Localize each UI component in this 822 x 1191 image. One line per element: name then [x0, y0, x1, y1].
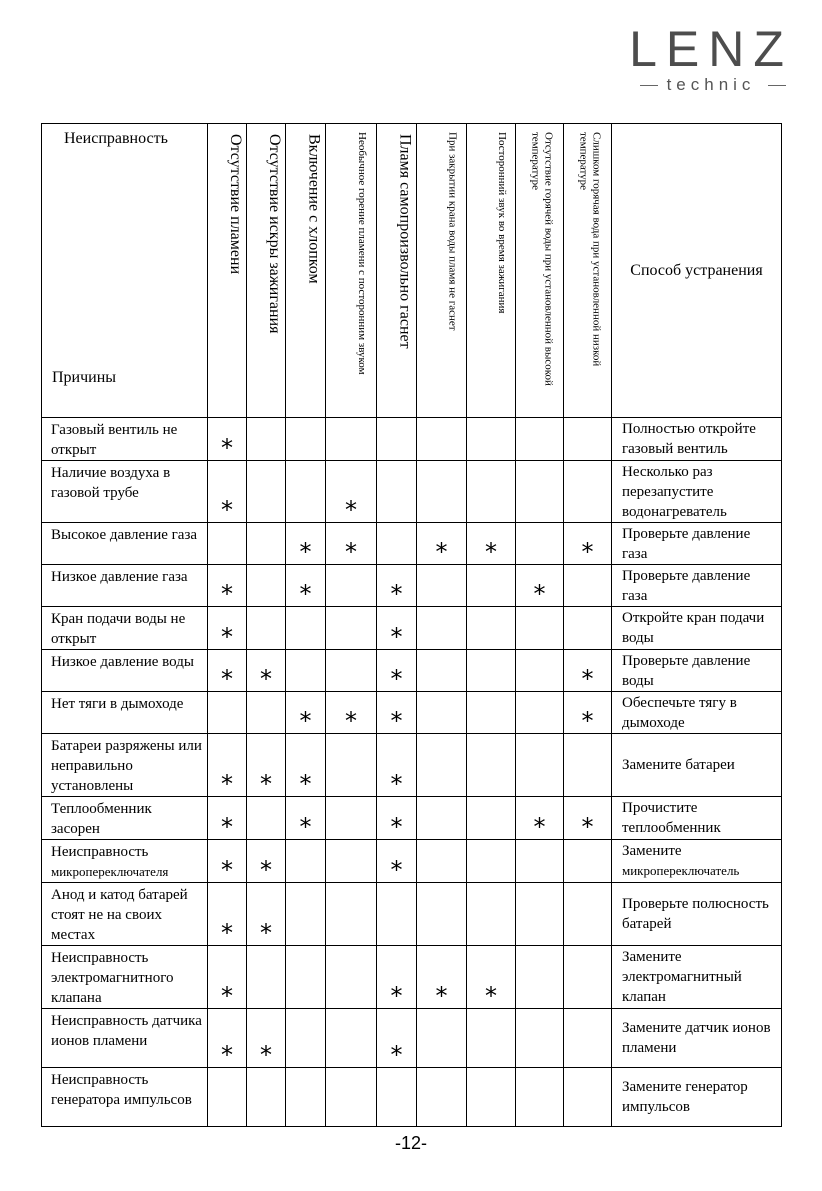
symptom-cell	[208, 650, 247, 692]
table-row	[42, 418, 782, 461]
asterisk-mark: *	[390, 707, 403, 735]
symptom-label: Слишком горячая вода при установленной низкой температуре	[577, 132, 603, 367]
asterisk-mark: *	[221, 856, 233, 884]
symptom-cell	[247, 565, 286, 607]
symptom-cell	[247, 883, 286, 946]
cause-cell: Кран подачи воды не открыт	[42, 607, 208, 650]
table-row	[42, 946, 782, 1009]
symptom-cell	[247, 523, 286, 565]
solution-text-small: микропереключатель	[622, 863, 740, 878]
symptom-label: Отсутствие горячей воды при установленной высокой температуре	[529, 132, 555, 386]
symptom-cell	[286, 1009, 326, 1068]
header-row	[42, 124, 782, 418]
symptom-cell	[417, 1068, 467, 1127]
symptom-cell	[516, 946, 564, 1009]
symptom-cell	[286, 734, 326, 797]
asterisk-mark: *	[260, 856, 272, 884]
symptom-cell	[564, 650, 612, 692]
solution-cell: Прочистите теплообменник	[612, 797, 782, 840]
asterisk-mark: *	[299, 580, 312, 608]
solution-cell: Полностью откройте газовый вентиль	[612, 418, 782, 461]
symptom-cell	[286, 565, 326, 607]
symptom-cell	[467, 840, 516, 883]
symptom-cell	[326, 840, 377, 883]
asterisk-mark: *	[581, 813, 594, 841]
symptom-cell	[286, 840, 326, 883]
symptom-cell	[286, 418, 326, 461]
symptom-cell	[247, 946, 286, 1009]
symptom-cell	[208, 607, 247, 650]
solution-cell: Проверьте давление воды	[612, 650, 782, 692]
symptom-cell	[326, 650, 377, 692]
symptom-cell	[286, 650, 326, 692]
symptom-cell	[467, 461, 516, 523]
table-row	[42, 1068, 782, 1127]
asterisk-mark: *	[221, 434, 233, 462]
symptom-cell	[377, 883, 417, 946]
symptom-cell	[326, 565, 377, 607]
solution-cell: Замените батареи	[612, 734, 782, 797]
symptom-cell	[417, 797, 467, 840]
table-row	[42, 523, 782, 565]
table-row	[42, 461, 782, 523]
symptom-cell	[286, 797, 326, 840]
asterisk-mark: *	[485, 538, 497, 566]
symptom-header	[417, 124, 467, 418]
symptom-cell	[208, 734, 247, 797]
symptom-cell	[208, 461, 247, 523]
symptom-cell	[326, 418, 377, 461]
solution-cell	[612, 840, 782, 883]
asterisk-mark: *	[533, 580, 546, 608]
symptom-cell	[377, 565, 417, 607]
cause-text-small: микропереключателя	[51, 864, 169, 879]
solution-cell: Замените генератор импульсов	[612, 1068, 782, 1127]
symptom-header	[286, 124, 326, 418]
symptom-cell	[417, 840, 467, 883]
troubleshooting-table	[41, 123, 782, 1127]
asterisk-mark: *	[345, 496, 357, 524]
symptom-cell	[247, 734, 286, 797]
table-row	[42, 565, 782, 607]
symptom-cell	[516, 840, 564, 883]
symptom-cell	[417, 883, 467, 946]
asterisk-mark: *	[533, 813, 546, 841]
symptom-cell	[247, 607, 286, 650]
symptom-label: Отсутствие искры зажигания	[266, 134, 283, 334]
symptom-cell	[564, 946, 612, 1009]
symptom-cell	[326, 461, 377, 523]
asterisk-mark: *	[221, 919, 233, 947]
symptom-cell	[286, 461, 326, 523]
table-row	[42, 883, 782, 946]
symptom-cell	[467, 565, 516, 607]
asterisk-mark: *	[581, 707, 594, 735]
symptom-cell	[208, 797, 247, 840]
cause-cell: Неисправность генератора импульсов	[42, 1068, 208, 1127]
symptom-cell	[516, 734, 564, 797]
symptom-cell	[247, 1009, 286, 1068]
symptom-cell	[208, 1068, 247, 1127]
symptom-cell	[417, 946, 467, 1009]
brand-logo	[628, 21, 794, 95]
symptom-cell	[516, 418, 564, 461]
solution-cell: Несколько раз перезапустите водонагреватель	[612, 461, 782, 523]
symptom-cell	[564, 607, 612, 650]
symptom-cell	[208, 946, 247, 1009]
symptom-cell	[286, 607, 326, 650]
asterisk-mark: *	[221, 1041, 233, 1069]
symptom-cell	[564, 461, 612, 523]
symptom-cell	[326, 797, 377, 840]
symptom-cell	[417, 607, 467, 650]
symptom-cell	[417, 418, 467, 461]
cause-cell	[42, 840, 208, 883]
header-corner-cell	[42, 124, 208, 418]
symptom-cell	[417, 1009, 467, 1068]
symptom-cell	[564, 1068, 612, 1127]
symptom-cell	[326, 692, 377, 734]
symptom-cell	[516, 523, 564, 565]
cause-cell: Высокое давление газа	[42, 523, 208, 565]
asterisk-mark: *	[299, 538, 312, 566]
symptom-cell	[326, 1009, 377, 1068]
asterisk-mark: *	[390, 982, 403, 1010]
asterisk-mark: *	[485, 982, 497, 1010]
asterisk-mark: *	[299, 770, 312, 798]
symptom-header	[467, 124, 516, 418]
cause-text: Неисправность	[51, 844, 149, 860]
symptom-cell	[516, 797, 564, 840]
symptom-cell	[467, 418, 516, 461]
asterisk-mark: *	[390, 770, 403, 798]
symptom-cell	[377, 1068, 417, 1127]
asterisk-mark: *	[260, 919, 272, 947]
symptom-cell	[286, 883, 326, 946]
asterisk-mark: *	[221, 665, 233, 693]
solution-cell: Проверьте давление газа	[612, 565, 782, 607]
symptom-cell	[377, 461, 417, 523]
symptom-cell	[247, 418, 286, 461]
solution-cell: Проверьте полюсность батарей	[612, 883, 782, 946]
symptom-cell	[326, 523, 377, 565]
symptom-cell	[208, 883, 247, 946]
symptom-cell	[417, 565, 467, 607]
cause-cell: Неисправность датчика ионов пламени	[42, 1009, 208, 1068]
asterisk-mark: *	[390, 580, 403, 608]
symptom-cell	[417, 692, 467, 734]
table-row	[42, 1009, 782, 1068]
solution-header: Способ устранения	[612, 124, 782, 418]
symptom-label: Отсутствие пламени	[227, 134, 244, 275]
symptom-cell	[377, 797, 417, 840]
asterisk-mark: *	[390, 856, 403, 884]
asterisk-mark: *	[345, 707, 357, 735]
asterisk-mark: *	[390, 1041, 403, 1069]
symptom-cell	[417, 461, 467, 523]
asterisk-mark: *	[299, 813, 312, 841]
page-number: -12-	[394, 1133, 427, 1153]
symptom-header	[208, 124, 247, 418]
symptom-cell	[286, 692, 326, 734]
solution-text: Замените	[622, 843, 682, 859]
symptom-cell	[564, 797, 612, 840]
symptom-cell	[208, 840, 247, 883]
cause-cell: Анод и катод батарей стоят не на своих местах	[42, 883, 208, 946]
symptom-header	[247, 124, 286, 418]
solution-cell: Откройте кран подачи воды	[612, 607, 782, 650]
symptom-cell	[286, 523, 326, 565]
symptom-cell	[247, 1068, 286, 1127]
symptom-cell	[286, 1068, 326, 1127]
symptom-cell	[467, 1068, 516, 1127]
logo-line-left	[640, 85, 658, 86]
symptom-cell	[247, 650, 286, 692]
header-malfunction-label: Неисправность	[64, 130, 168, 147]
asterisk-mark: *	[260, 665, 272, 693]
asterisk-mark: *	[435, 982, 448, 1010]
symptom-cell	[467, 650, 516, 692]
symptom-header	[564, 124, 612, 418]
symptom-header	[516, 124, 564, 418]
asterisk-mark: *	[345, 538, 357, 566]
symptom-cell	[467, 797, 516, 840]
table-row	[42, 797, 782, 840]
symptom-cell	[467, 946, 516, 1009]
asterisk-mark: *	[299, 707, 312, 735]
symptom-cell	[564, 734, 612, 797]
symptom-cell	[326, 946, 377, 1009]
symptom-cell	[326, 883, 377, 946]
symptom-cell	[208, 565, 247, 607]
symptom-cell	[377, 840, 417, 883]
symptom-cell	[208, 1009, 247, 1068]
asterisk-mark: *	[221, 770, 233, 798]
symptom-cell	[417, 734, 467, 797]
symptom-cell	[564, 523, 612, 565]
table-row	[42, 692, 782, 734]
symptom-cell	[516, 607, 564, 650]
symptom-cell	[326, 1068, 377, 1127]
table-row	[42, 650, 782, 692]
asterisk-mark: *	[390, 665, 403, 693]
symptom-cell	[516, 1068, 564, 1127]
table-row	[42, 734, 782, 797]
asterisk-mark: *	[260, 1041, 272, 1069]
symptom-cell	[247, 840, 286, 883]
symptom-cell	[516, 565, 564, 607]
symptom-cell	[417, 523, 467, 565]
symptom-cell	[377, 1009, 417, 1068]
table-row	[42, 840, 782, 883]
solution-cell: Замените электромагнитный клапан	[612, 946, 782, 1009]
cause-cell: Газовый вентиль не открыт	[42, 418, 208, 461]
symptom-cell	[208, 418, 247, 461]
symptom-cell	[286, 946, 326, 1009]
symptom-cell	[564, 883, 612, 946]
symptom-header	[326, 124, 377, 418]
asterisk-mark: *	[581, 538, 594, 566]
cause-cell: Батареи разряжены или неправильно установлены	[42, 734, 208, 797]
symptom-label: Пламя самопроизвольно гаснет	[396, 134, 414, 349]
symptom-cell	[377, 607, 417, 650]
symptom-cell	[377, 523, 417, 565]
symptom-cell	[516, 1009, 564, 1068]
symptom-cell	[247, 692, 286, 734]
table-row	[42, 607, 782, 650]
cause-cell: Наличие воздуха в газовой трубе	[42, 461, 208, 523]
asterisk-mark: *	[221, 580, 233, 608]
symptom-cell	[377, 692, 417, 734]
symptom-label: Необычное горение пламени с посторонним звуком	[356, 132, 368, 375]
cause-cell: Нет тяги в дымоходе	[42, 692, 208, 734]
symptom-cell	[467, 883, 516, 946]
symptom-cell	[247, 797, 286, 840]
symptom-cell	[564, 1009, 612, 1068]
symptom-cell	[564, 565, 612, 607]
symptom-cell	[377, 418, 417, 461]
solution-cell: Проверьте давление газа	[612, 523, 782, 565]
symptom-cell	[326, 607, 377, 650]
symptom-cell	[564, 692, 612, 734]
symptom-label: Включение с хлопком	[305, 134, 323, 284]
symptom-cell	[467, 607, 516, 650]
symptom-cell	[467, 1009, 516, 1068]
symptom-cell	[516, 461, 564, 523]
symptom-cell	[467, 734, 516, 797]
symptom-label: Посторонний звук во время зажигания	[496, 132, 508, 314]
asterisk-mark: *	[260, 770, 272, 798]
symptom-cell	[377, 734, 417, 797]
symptom-cell	[247, 461, 286, 523]
asterisk-mark: *	[221, 813, 233, 841]
cause-cell: Теплообменник засорен	[42, 797, 208, 840]
asterisk-mark: *	[221, 623, 233, 651]
symptom-cell	[208, 692, 247, 734]
header-causes-label: Причины	[52, 369, 117, 386]
asterisk-mark: *	[390, 623, 403, 651]
logo-wordmark: LENZ	[629, 21, 793, 77]
solution-cell: Обеспечьте тягу в дымоходе	[612, 692, 782, 734]
symptom-cell	[516, 883, 564, 946]
symptom-cell	[208, 523, 247, 565]
asterisk-mark: *	[390, 813, 403, 841]
symptom-cell	[516, 650, 564, 692]
symptom-cell	[377, 946, 417, 1009]
logo-subtitle: technic	[666, 75, 756, 94]
symptom-header	[377, 124, 417, 418]
symptom-cell	[377, 650, 417, 692]
solution-cell: Замените датчик ионов пламени	[612, 1009, 782, 1068]
cause-cell: Неисправность электромагнитного клапана	[42, 946, 208, 1009]
symptom-cell	[467, 692, 516, 734]
symptom-cell	[564, 418, 612, 461]
logo-line-right	[768, 85, 786, 86]
symptom-label: При закрытии крана воды пламя не гаснет	[446, 132, 459, 331]
asterisk-mark: *	[221, 982, 233, 1010]
symptom-cell	[516, 692, 564, 734]
cause-cell: Низкое давление газа	[42, 565, 208, 607]
cause-cell: Низкое давление воды	[42, 650, 208, 692]
symptom-cell	[326, 734, 377, 797]
asterisk-mark: *	[435, 538, 448, 566]
asterisk-mark: *	[221, 496, 233, 524]
symptom-cell	[417, 650, 467, 692]
asterisk-mark: *	[581, 665, 594, 693]
symptom-cell	[564, 840, 612, 883]
symptom-cell	[467, 523, 516, 565]
